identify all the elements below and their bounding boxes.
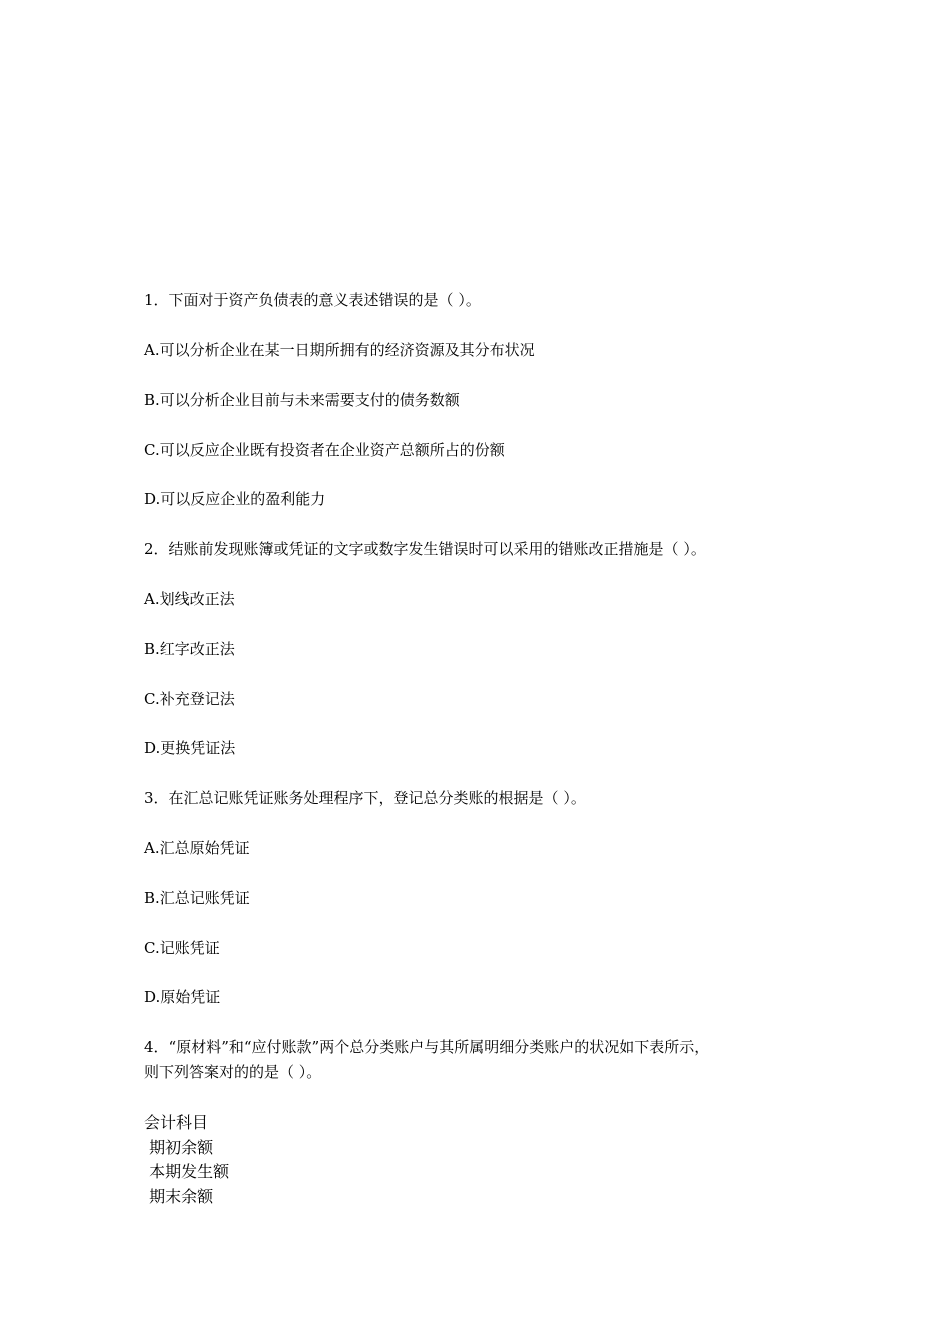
question-1-option-b: B.可以分析企业目前与未来需要支付的债务数额 <box>144 391 460 409</box>
table-header-closing-balance: 期末余额 <box>144 1186 214 1206</box>
question-1-option-a: A.可以分析企业在某一日期所拥有的经济资源及其分布状况 <box>144 341 535 359</box>
table-header-block <box>144 1111 229 1209</box>
question-3-option-c: C.记账凭证 <box>144 939 220 957</box>
question-4-stem-line-1: 4．“原材料”和“应付账款”两个总分类账户与其所属明细分类账户的状况如下表所示， <box>144 1038 710 1056</box>
question-2-option-a: A.划线改正法 <box>144 590 235 608</box>
question-2-option-d: D.更换凭证法 <box>144 739 236 757</box>
question-1-stem: 1．下面对于资产负债表的意义表述错误的是（ ）。 <box>144 291 481 309</box>
question-2-stem: 2．结账前发现账簿或凭证的文字或数字发生错误时可以采用的错账改正措施是（ ）。 <box>144 540 706 558</box>
table-header-account: 会计科目 <box>144 1113 209 1132</box>
question-2-option-b: B.红字改正法 <box>144 640 235 658</box>
question-3-option-b: B.汇总记账凭证 <box>144 889 250 907</box>
question-4-stem-line-2: 则下列答案对的的是（ ）。 <box>144 1063 322 1081</box>
question-3-option-a: A.汇总原始凭证 <box>144 839 250 857</box>
question-1-option-c: C.可以反应企业既有投资者在企业资产总额所占的份额 <box>144 441 505 459</box>
question-3-stem: 3．在汇总记账凭证账务处理程序下，登记总分类账的根据是（ ）。 <box>144 789 586 807</box>
question-3-option-d: D.原始凭证 <box>144 988 221 1006</box>
table-header-period-amount: 本期发生额 <box>144 1162 230 1182</box>
question-2-option-c: C.补充登记法 <box>144 690 235 708</box>
table-header-opening-balance: 期初余额 <box>144 1137 214 1157</box>
question-1-option-d: D.可以反应企业的盈利能力 <box>144 490 326 508</box>
